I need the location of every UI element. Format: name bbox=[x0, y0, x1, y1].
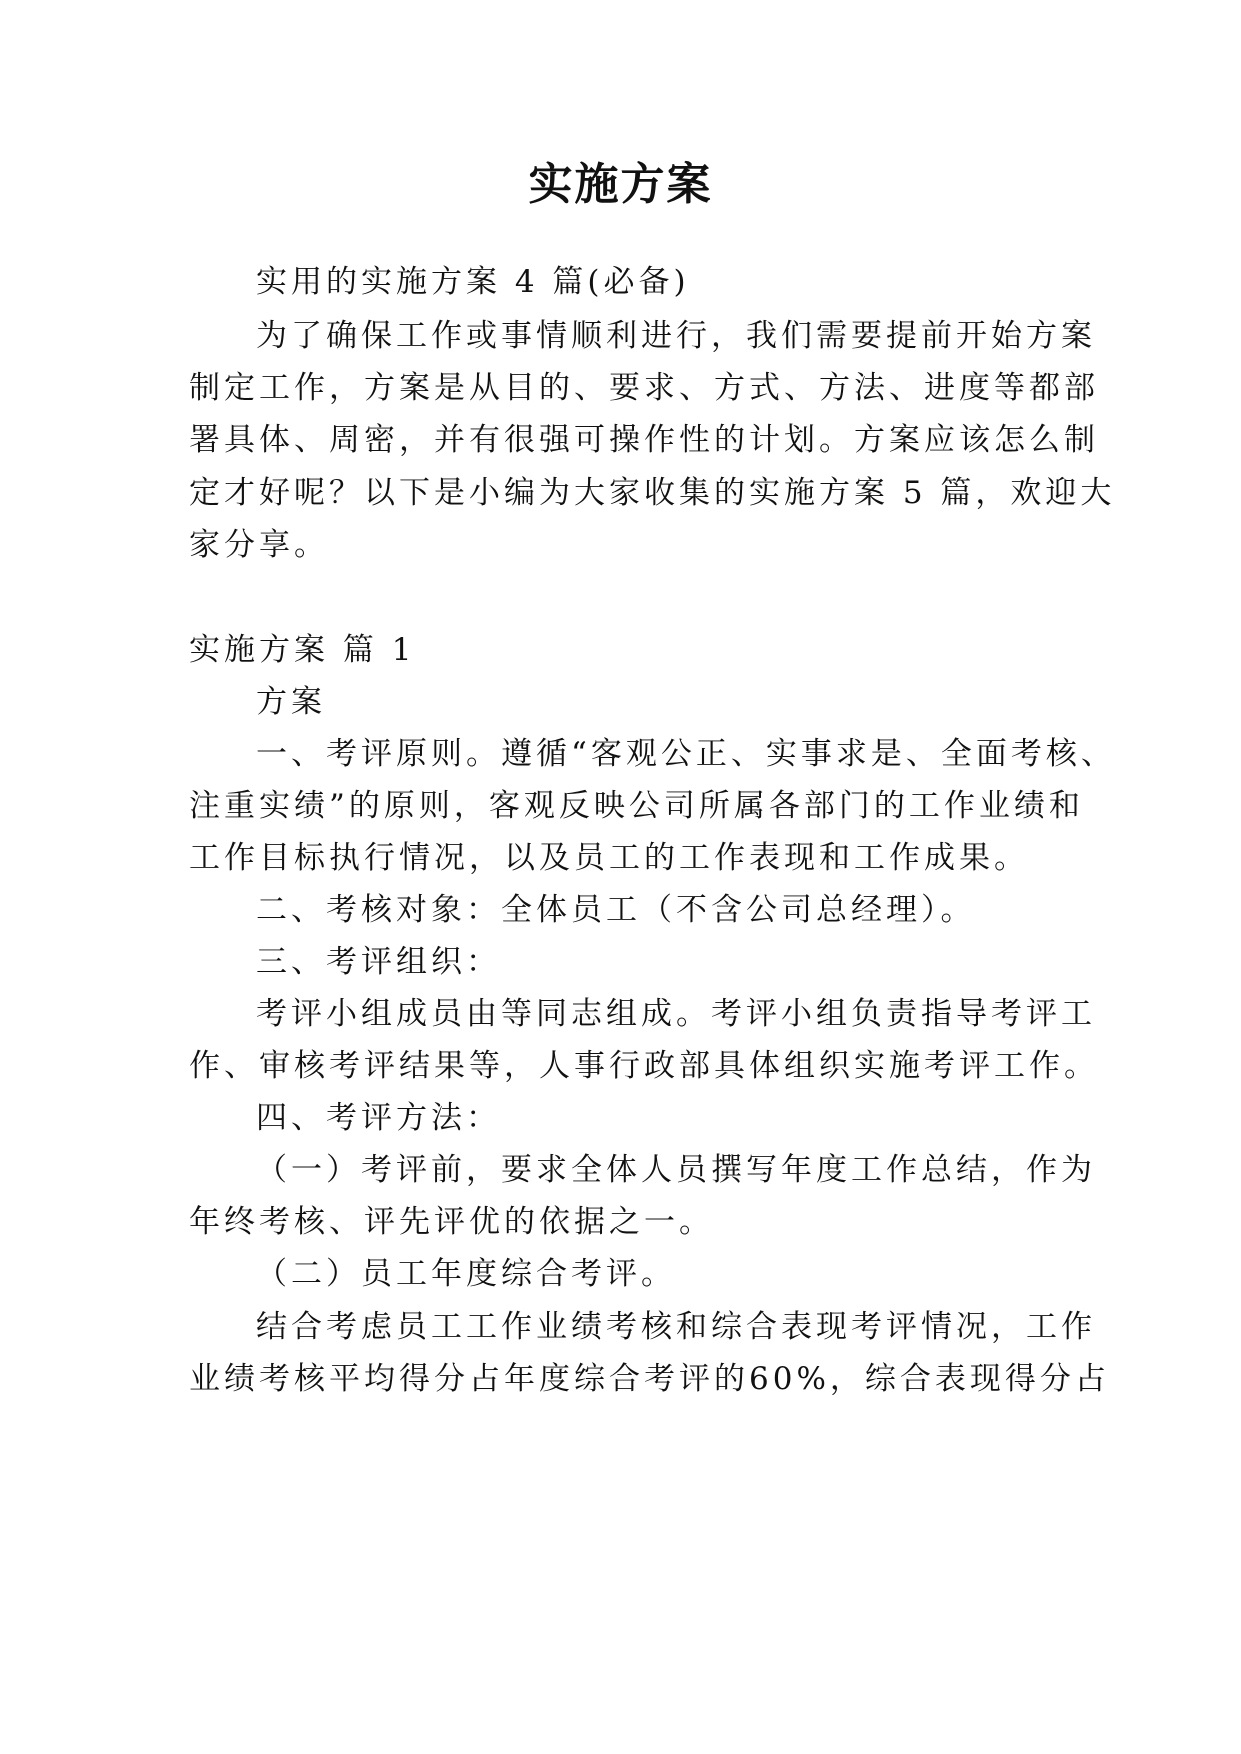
intro-line-1: 为了确保工作或事情顺利进行，我们需要提前开始方案 bbox=[256, 318, 1096, 354]
body-line-3: 工作目标执行情况，以及员工的工作表现和工作成果。 bbox=[189, 840, 1029, 876]
document-title: 实施方案 bbox=[528, 159, 713, 210]
body-line-5: 三、考评组织： bbox=[256, 944, 501, 980]
subtitle-line: 实用的实施方案 4 篇(必备) bbox=[256, 264, 690, 300]
body-line-1: 一、考评原则。遵循“客观公正、实事求是、全面考核、 bbox=[256, 736, 1116, 772]
section-heading: 实施方案 篇 1 bbox=[189, 632, 416, 668]
body-line-9: （一）考评前，要求全体人员撰写年度工作总结，作为 bbox=[256, 1152, 1096, 1188]
intro-line-2: 制定工作，方案是从目的、要求、方式、方法、进度等都部 bbox=[189, 370, 1099, 406]
body-line-7: 作、审核考评结果等，人事行政部具体组织实施考评工作。 bbox=[189, 1048, 1099, 1084]
body-line-12: 结合考虑员工工作业绩考核和综合表现考评情况，工作 bbox=[256, 1309, 1096, 1345]
body-line-2: 注重实绩”的原则，客观反映公司所属各部门的工作业绩和 bbox=[189, 788, 1084, 824]
section-subheading: 方案 bbox=[256, 684, 326, 720]
intro-line-5: 家分享。 bbox=[189, 527, 329, 563]
body-line-8: 四、考评方法： bbox=[256, 1100, 501, 1136]
body-line-6: 考评小组成员由等同志组成。考评小组负责指导考评工 bbox=[256, 996, 1096, 1032]
intro-line-4: 定才好呢？以下是小编为大家收集的实施方案 5 篇，欢迎大 bbox=[189, 475, 1116, 511]
intro-line-3: 署具体、周密，并有很强可操作性的计划。方案应该怎么制 bbox=[189, 422, 1099, 458]
body-line-4: 二、考核对象：全体员工（不含公司总经理）。 bbox=[256, 892, 976, 928]
body-line-11: （二）员工年度综合考评。 bbox=[256, 1256, 676, 1292]
body-line-13: 业绩考核平均得分占年度综合考评的60%，综合表现得分占 bbox=[189, 1361, 1110, 1397]
body-line-10: 年终考核、评先评优的依据之一。 bbox=[189, 1204, 714, 1240]
